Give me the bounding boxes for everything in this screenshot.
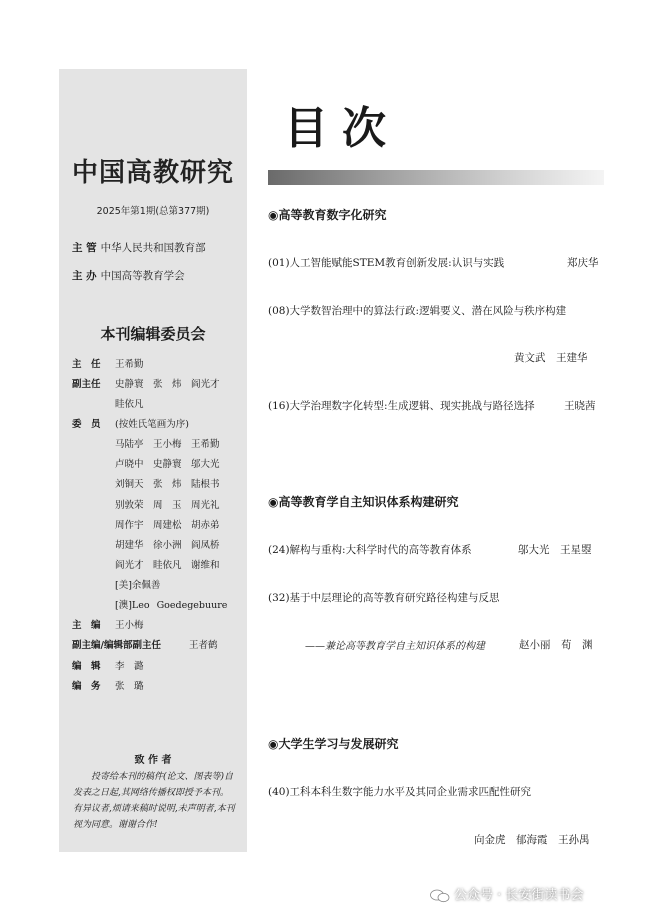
editor-name: 王小梅	[115, 620, 144, 631]
article-authors: 向金虎 郁海霞 王孙禺	[474, 834, 590, 846]
article-authors: 郑庆华	[567, 257, 599, 269]
article-title[interactable]: (32)基于中层理论的高等教育研究路径构建与反思	[268, 592, 500, 604]
toc-title: 目次	[284, 103, 400, 154]
vice-director-names: 史静寰 张 炜 阎光才	[115, 379, 220, 390]
director-label: 主 任	[72, 359, 101, 370]
member-row: 胡建华 徐小洲 阎凤桥	[115, 540, 220, 551]
title-gradient-bar	[268, 170, 604, 185]
member-row: 卢晓中 史静寰 邬大光	[115, 459, 220, 470]
editing-name: 李 潞	[115, 661, 144, 672]
section-heading: ◉大学生学习与发展研究	[268, 737, 399, 751]
member-row: [美]余佩善	[115, 580, 161, 591]
director-name: 王希勤	[115, 359, 144, 370]
sidebar-panel	[59, 69, 247, 852]
sponsor-row	[72, 268, 185, 283]
supervisor-row	[72, 240, 206, 255]
vice-director-names: 眭依凡	[115, 399, 144, 410]
member-row: 刘铜天 张 炜 陆根书	[115, 479, 220, 490]
article-authors: 赵小丽 荀 渊	[519, 639, 593, 651]
article-title[interactable]: (24)解构与重构:大科学时代的高等教育体系	[268, 544, 472, 556]
article-authors: 黄文武 王建华	[514, 352, 588, 364]
deputy-name: 王者鹤	[189, 640, 218, 651]
article-subtitle: ——兼论高等教育学自主知识体系的构建	[305, 641, 485, 652]
watermark	[430, 884, 583, 903]
article-authors: 王晓茜	[564, 400, 596, 412]
supervisor: 中华人民共和国教育部	[100, 242, 206, 254]
member-row: 马陆亭 王小梅 王希勤	[115, 439, 220, 450]
article-authors: 邬大光 王星曌	[518, 544, 592, 556]
section-heading: ◉高等教育学自主知识体系构建研究	[268, 495, 459, 509]
vice-director-label: 副主任	[72, 379, 101, 390]
affairs-label: 编 务	[72, 681, 101, 692]
watermark-text: 公众号 · 长安街读书会	[454, 888, 584, 903]
wechat-icon	[430, 889, 450, 903]
board-title: 本刊编辑委员会	[100, 325, 206, 343]
members-label: 委 员	[72, 419, 101, 430]
journal-title: 中国高教研究	[71, 158, 234, 188]
supervisor-label: 主 管	[72, 242, 97, 254]
article-title[interactable]: (40)工科本科生数字能力水平及其同企业需求匹配性研究	[268, 786, 532, 798]
article-title[interactable]: (01)人工智能赋能STEM教育创新发展:认识与实践	[268, 257, 505, 269]
members-note: (按姓氏笔画为序)	[115, 419, 189, 430]
article-title[interactable]: (16)大学治理数字化转型:生成逻辑、现实挑战与路径选择	[268, 400, 535, 412]
member-row: 别敦荣 周 玉 周光礼	[115, 500, 220, 511]
issue-number: 2025年第1期(总第377期)	[96, 206, 210, 217]
member-row: 周作宇 周建松 胡赤弟	[115, 520, 220, 531]
sponsor-label: 主 办	[72, 270, 97, 282]
deputy-label: 副主编/编辑部副主任	[72, 640, 161, 651]
member-row: 阎光才 眭依凡 谢维和	[115, 560, 220, 571]
member-row: [澳]Leo Goedegebuure	[115, 600, 228, 611]
editor-label: 主 编	[72, 620, 101, 631]
notice-body: 投寄给本刊的稿件(论文、图表等)自发表之日起,其网络传播权即授予本刊。有异议者,烦请来稿时说明,未声明者,本刊视为同意。谢谢合作!	[73, 772, 235, 830]
affairs-name: 张 璐	[115, 681, 144, 692]
editing-label: 编 辑	[72, 661, 101, 672]
section-heading: ◉高等教育数字化研究	[268, 208, 387, 222]
sponsor: 中国高等教育学会	[100, 270, 185, 282]
article-title[interactable]: (08)大学数智治理中的算法行政:逻辑要义、潜在风险与秩序构建	[268, 305, 567, 317]
notice-title: 致 作 者	[134, 755, 172, 766]
